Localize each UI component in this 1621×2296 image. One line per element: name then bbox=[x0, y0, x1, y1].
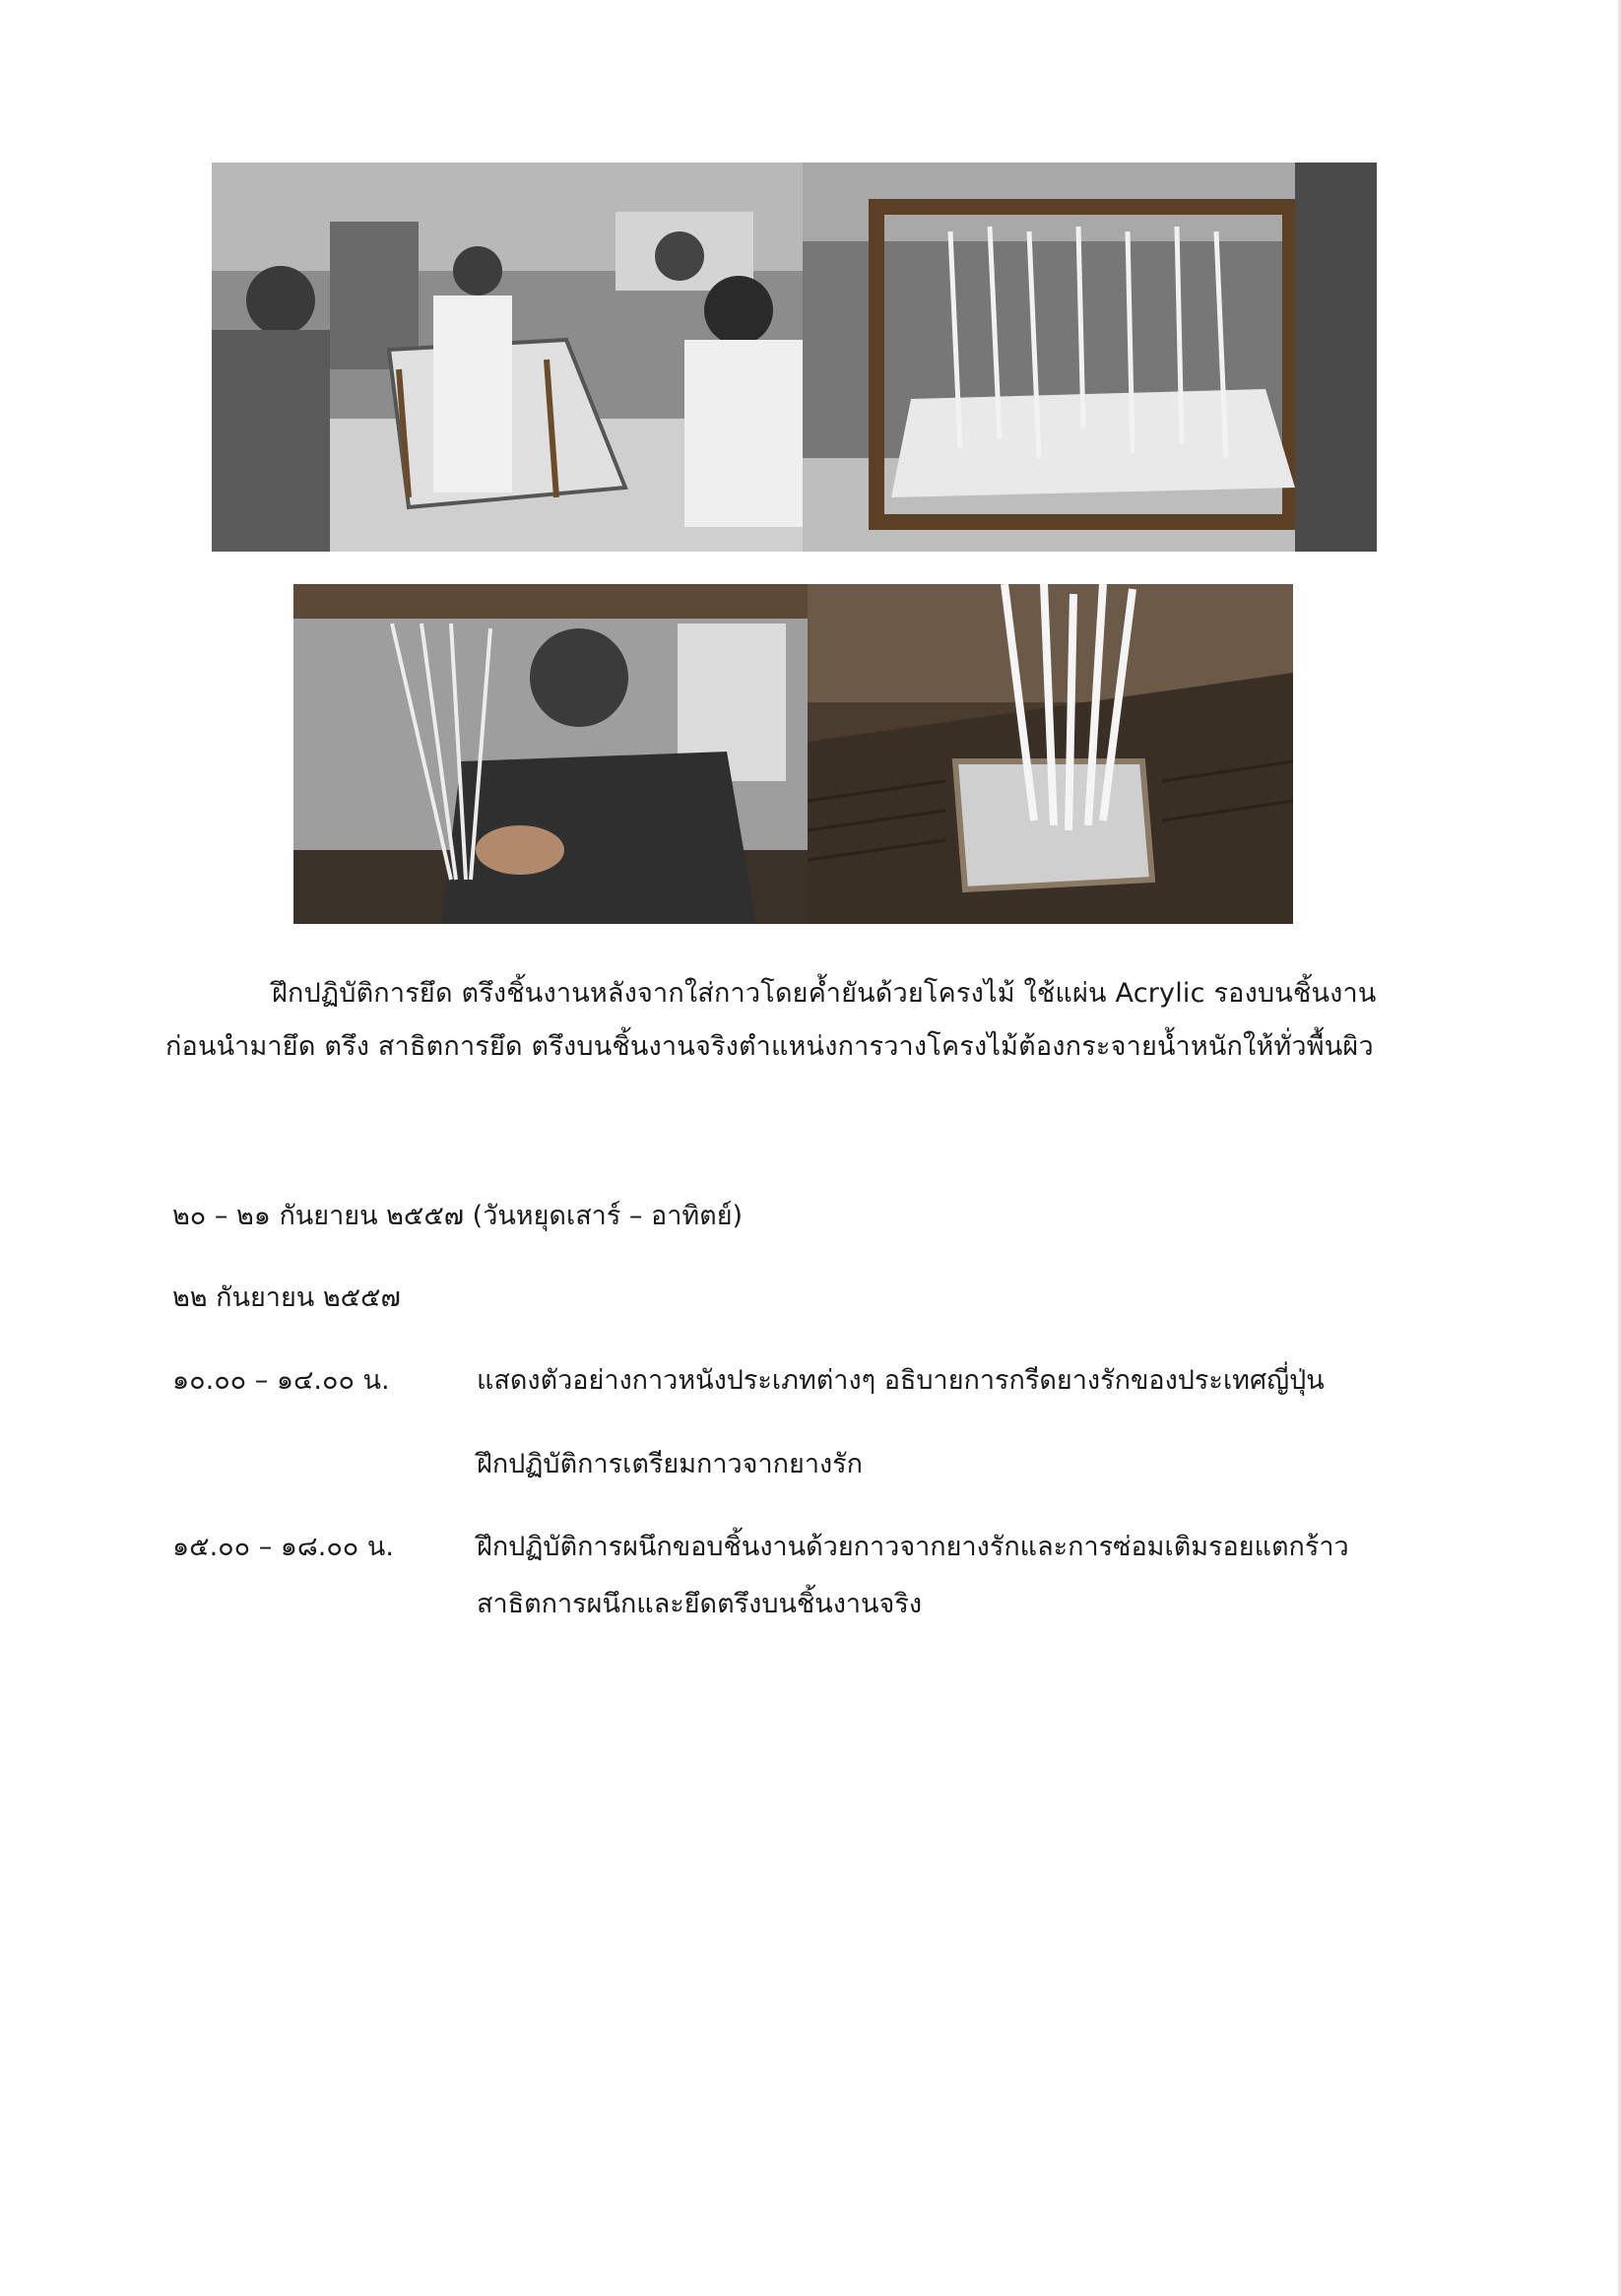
caption-line-1: ฝึกปฏิบัติการยึด ตรึงชิ้นงานหลังจากใส่กาวโดยค้ำยันด้วยโครงไม้ ใช้แผ่น Acrylic รองบนชิ้นงาน bbox=[272, 978, 1377, 1009]
workshop-group-photo bbox=[212, 163, 803, 552]
sticks-closeup-photo bbox=[808, 584, 1293, 924]
caption-line-2: ก่อนนำมายึด ตรึง สาธิตการยึด ตรึงบนชิ้นงานจริงตำแหน่งการวางโครงไม้ต้องกระจายน้ำหนักให้ทั่วพื้นผิว bbox=[165, 1031, 1374, 1062]
wooden-frame-model-photo bbox=[803, 163, 1377, 552]
session-activity: ฝึกปฏิบัติการผนึกขอบชิ้นงานด้วยกาวจากยางรักและการซ่อมเติมรอยแตกร้าว bbox=[477, 1532, 1349, 1562]
man-adjusting-sticks-photo bbox=[293, 584, 808, 924]
session-activity: ฝึกปฏิบัติการเตรียมกาวจากยางรัก bbox=[477, 1449, 864, 1479]
photo-caption bbox=[165, 967, 1426, 1074]
session-activity: แสดงตัวอย่างกาวหนังประเภทต่างๆ อธิบายการกรีดยางรักของประเทศญี่ปุ่น bbox=[477, 1365, 1325, 1396]
session-time: ๑๐.๐๐ – ๑๔.๐๐ น. bbox=[172, 1365, 390, 1396]
session-time: ๑๕.๐๐ – ๑๘.๐๐ น. bbox=[172, 1532, 394, 1562]
schedule-date: ๒๒ กันยายน ๒๕๕๗ bbox=[172, 1282, 401, 1313]
session-activity: สาธิตการผนึกและยึดตรึงบนชิ้นงานจริง bbox=[477, 1589, 922, 1619]
schedule-weekend-date: ๒๐ – ๒๑ กันยายน ๒๕๕๗ (วันหยุดเสาร์ – อาทิตย์) bbox=[172, 1201, 744, 1231]
